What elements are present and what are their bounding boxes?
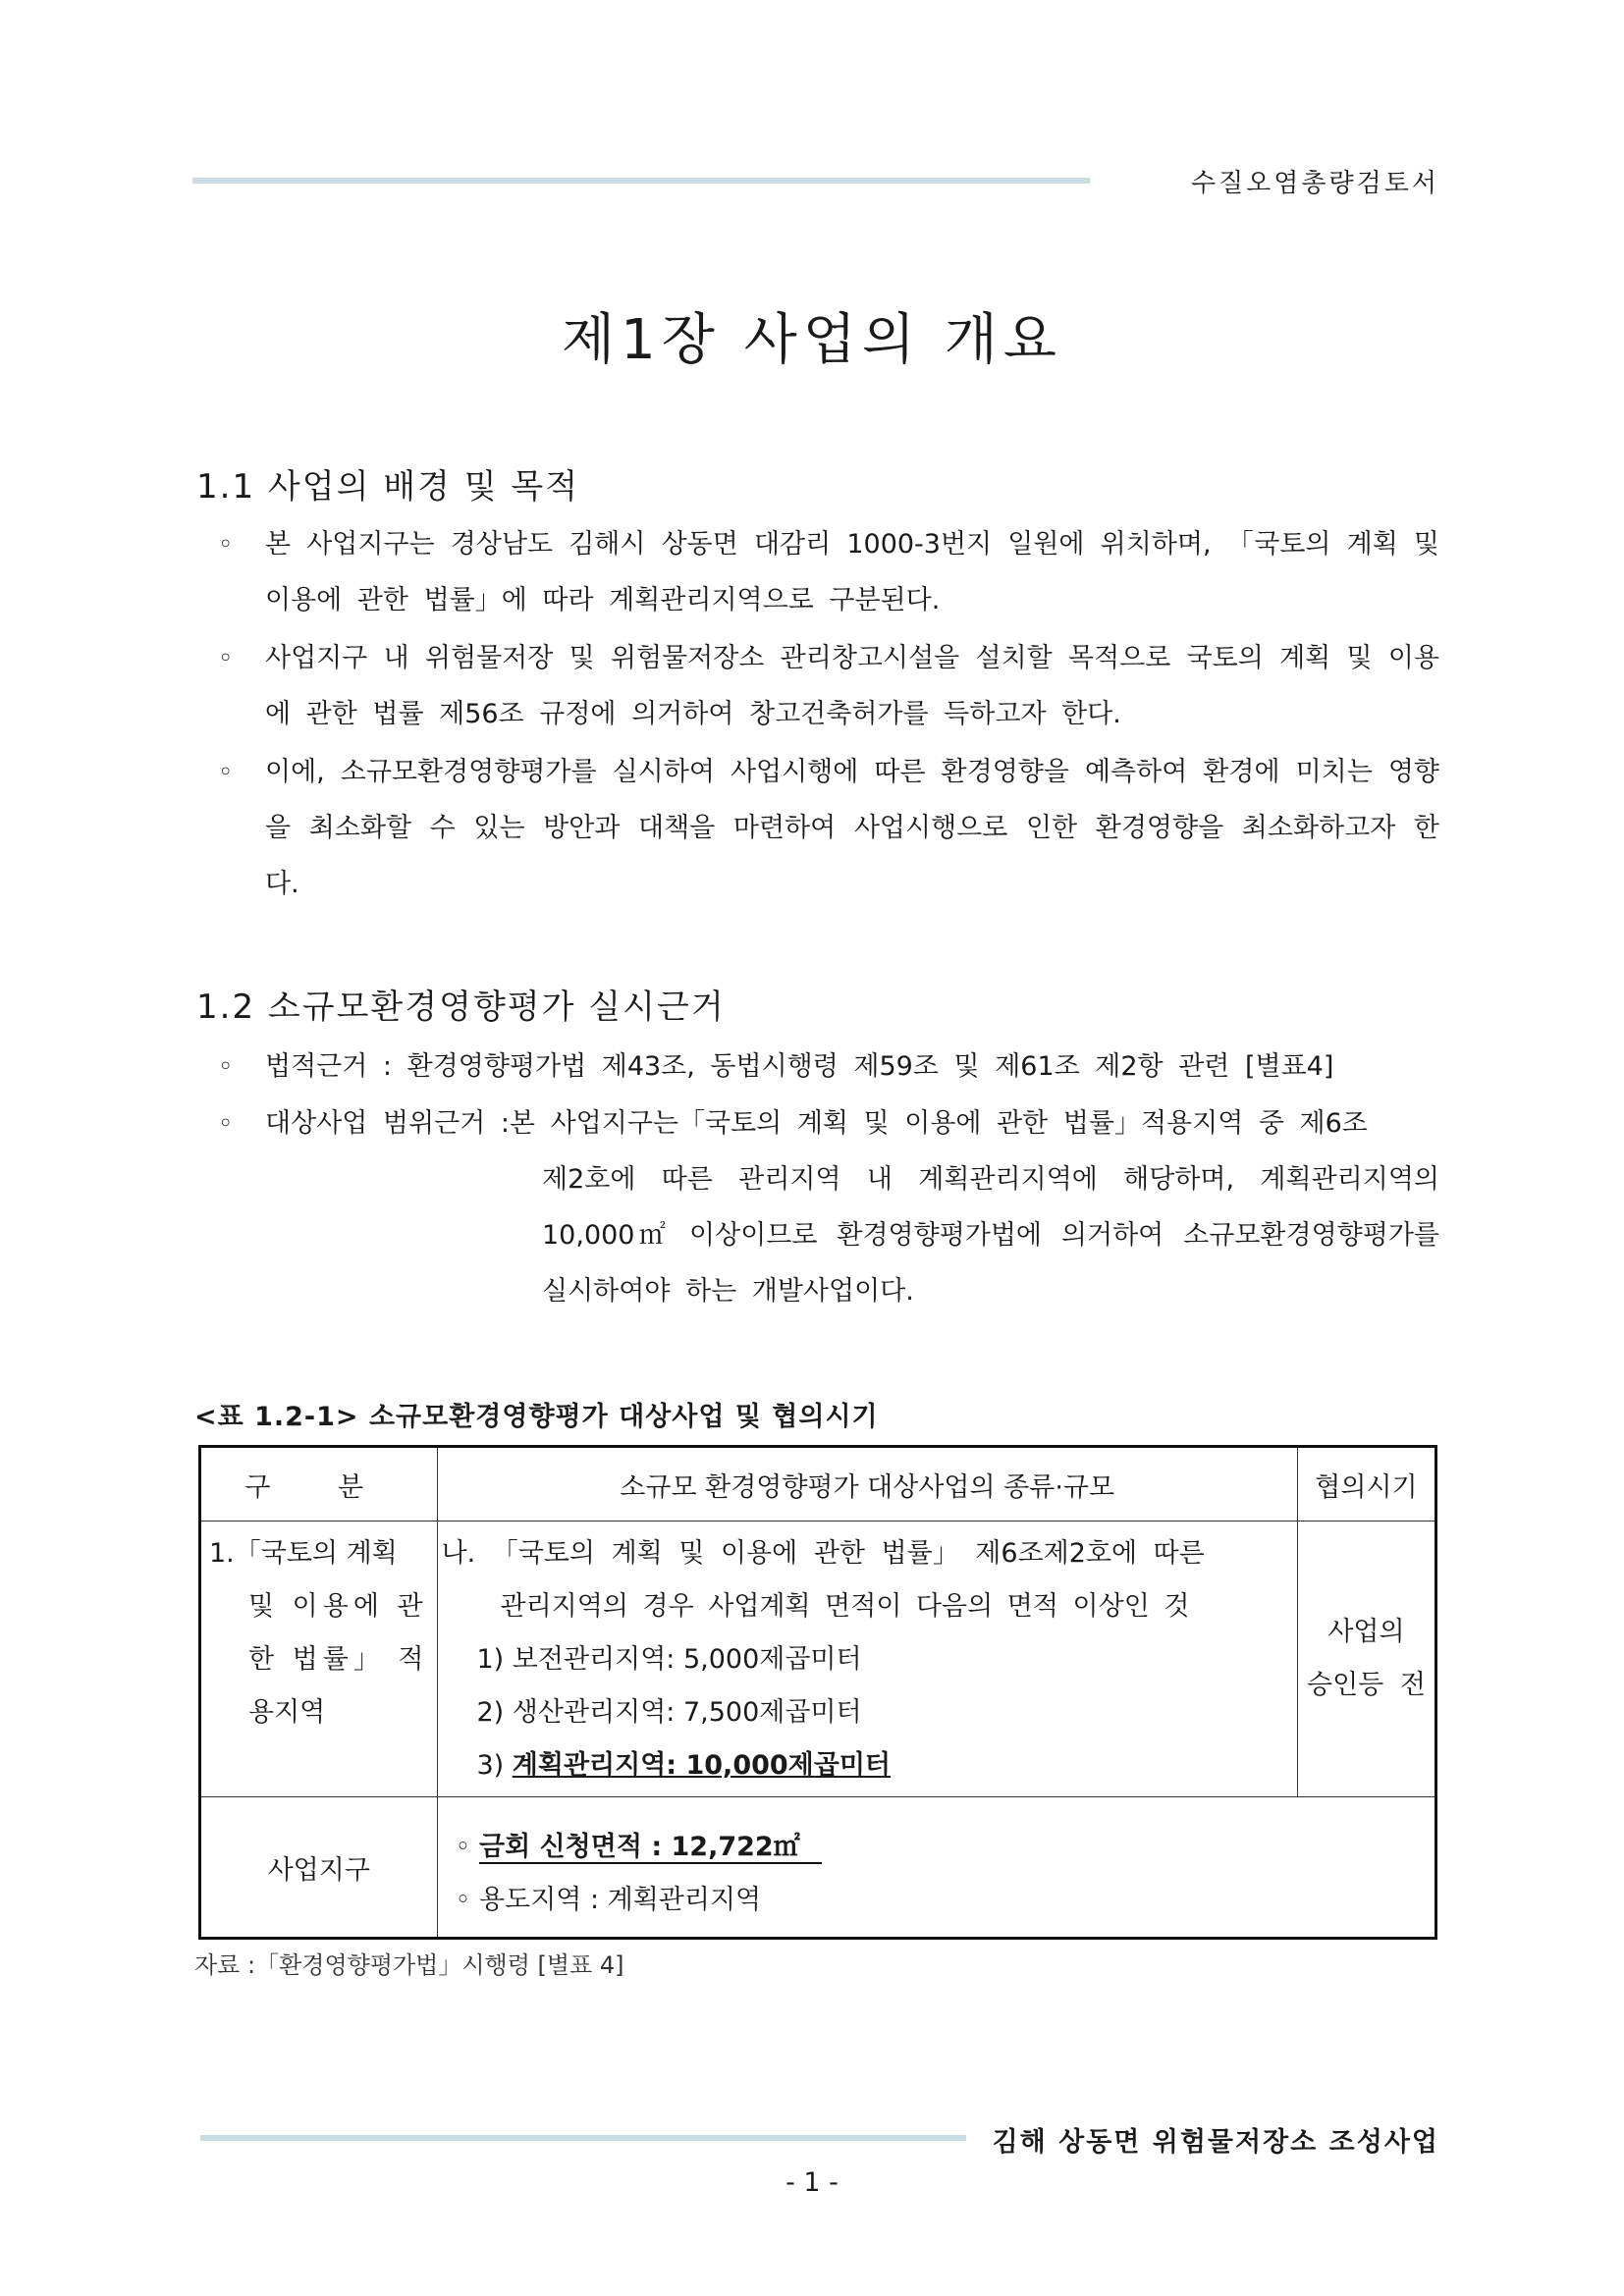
bullet-marker: ◦ — [455, 1832, 471, 1862]
scope-basis-first-line — [265, 1095, 1439, 1151]
paragraph: 사업지구 내 위험물저장 및 위험물저장소 관리창고시설을 설치할 목적으로 국토의 계획 및 이용에 관한 법률 제56조 규정에 의거하여 창고건축허가를 득하고자 한다. — [265, 643, 1439, 729]
description-line: 1) 보전관리지역: 5,000제곱미터 — [476, 1644, 862, 1675]
table-caption: <표 1.2-1> 소규모환경영향평가 대상사업 및 협의시기 — [194, 1402, 879, 1432]
bullet-marker: ◦ — [455, 1885, 471, 1915]
bullet-marker: ◦ — [218, 1109, 234, 1139]
column-header: 협의시기 — [1297, 1447, 1435, 1522]
scope-basis-continuation: 제2호에 따른 관리지역 내 계획관리지역에 해당하며, 계획관리지역의 10,000㎡ 이상이므로 환경영향평가법에 의거하여 소규모환경영향평가를 실시하여야 하는 개발사업이다. — [542, 1164, 1439, 1307]
category-line: 및 이용에 관 — [248, 1591, 428, 1622]
description-cell — [437, 1522, 1297, 1797]
bullet-marker: ◦ — [218, 644, 234, 673]
paragraph: 본 사업지구는 경상남도 김해시 상동면 대감리 1000-3번지 일원에 위치하며, 「국토의 계획 및 이용에 관한 법률」에 따라 계획관리지역으로 구분된다. — [265, 529, 1439, 615]
project-area-cell: 사업지구 — [200, 1797, 438, 1939]
page-number: - 1 - — [785, 2167, 839, 2198]
category-cell — [200, 1522, 438, 1797]
header-rule — [192, 178, 1090, 184]
description-line: 나. 「국토의 계획 및 이용에 관한 법률」 제6조제2호에 따른 — [441, 1538, 1205, 1569]
section-heading-1-1: 1.1 사업의 배경 및 목적 — [196, 467, 580, 507]
scope-basis-text: 본 사업지구는「국토의 계획 및 이용에 관한 법률」적용지역 중 제6조 — [509, 1108, 1368, 1139]
footer-rule — [200, 2135, 966, 2141]
bullet-marker: ◦ — [218, 530, 234, 560]
category-line: 용지역 — [248, 1697, 326, 1728]
description-item-number: 3) — [476, 1750, 513, 1781]
description-line: 관리지역의 경우 사업계획 면적이 다음의 면적 이상인 것 — [500, 1591, 1190, 1622]
scope-basis-label: 대상사업 범위근거 : — [265, 1108, 510, 1139]
category-line: 한 법률」 적 — [248, 1644, 429, 1675]
table-header-row — [200, 1447, 1436, 1522]
column-header: 구 분 — [200, 1447, 438, 1522]
project-table — [198, 1445, 1437, 1940]
chapter-title: 제1장 사업의 개요 — [562, 308, 1062, 372]
section-heading-1-2: 1.2 소규모환경영향평가 실시근거 — [196, 988, 726, 1027]
paragraph: 이에, 소규모환경영향평가를 실시하여 사업시행에 따른 환경영향을 예측하여 환경에 미치는 영향을 최소화할 수 있는 방안과 대책을 마련하여 사업시행으로 인한 환경영향을 최소화하고자 한다. — [265, 757, 1439, 899]
legal-basis: 법적근거 : 환경영향평가법 제43조, 동법시행령 제59조 및 제61조 제2항 관련 [별표4] — [265, 1051, 1334, 1082]
project-area-details — [437, 1797, 1436, 1939]
detail-line — [456, 1874, 1426, 1927]
timing-cell — [1297, 1522, 1435, 1797]
detail-line — [456, 1821, 1426, 1874]
timing-line: 승인등 전 — [1306, 1670, 1426, 1700]
timing-line: 사업의 — [1327, 1617, 1405, 1647]
column-header: 소규모 환경영향평가 대상사업의 종류·규모 — [437, 1447, 1297, 1522]
zoning: 용도지역 : 계획관리지역 — [479, 1885, 762, 1915]
document-title: 수질오염총량검토서 — [1190, 169, 1439, 198]
description-line: 2) 생산관리지역: 7,500제곱미터 — [476, 1697, 862, 1728]
description-line-highlight — [442, 1739, 1293, 1792]
highlighted-criterion: 계획관리지역: 10,000제곱미터 — [512, 1750, 892, 1781]
table-row — [200, 1522, 1436, 1797]
category-line: 1.「국토의 계획 — [209, 1538, 398, 1569]
project-title: 김해 상동면 위험물저장소 조성사업 — [992, 2127, 1439, 2158]
bullet-marker: ◦ — [218, 758, 234, 787]
bullet-marker: ◦ — [218, 1052, 234, 1082]
applied-area: 금회 신청면적 : 12,722㎡ — [479, 1832, 822, 1864]
table-source-note: 자료 :「환경영향평가법」시행령 [별표 4] — [194, 1951, 624, 1979]
table-row — [200, 1797, 1436, 1939]
